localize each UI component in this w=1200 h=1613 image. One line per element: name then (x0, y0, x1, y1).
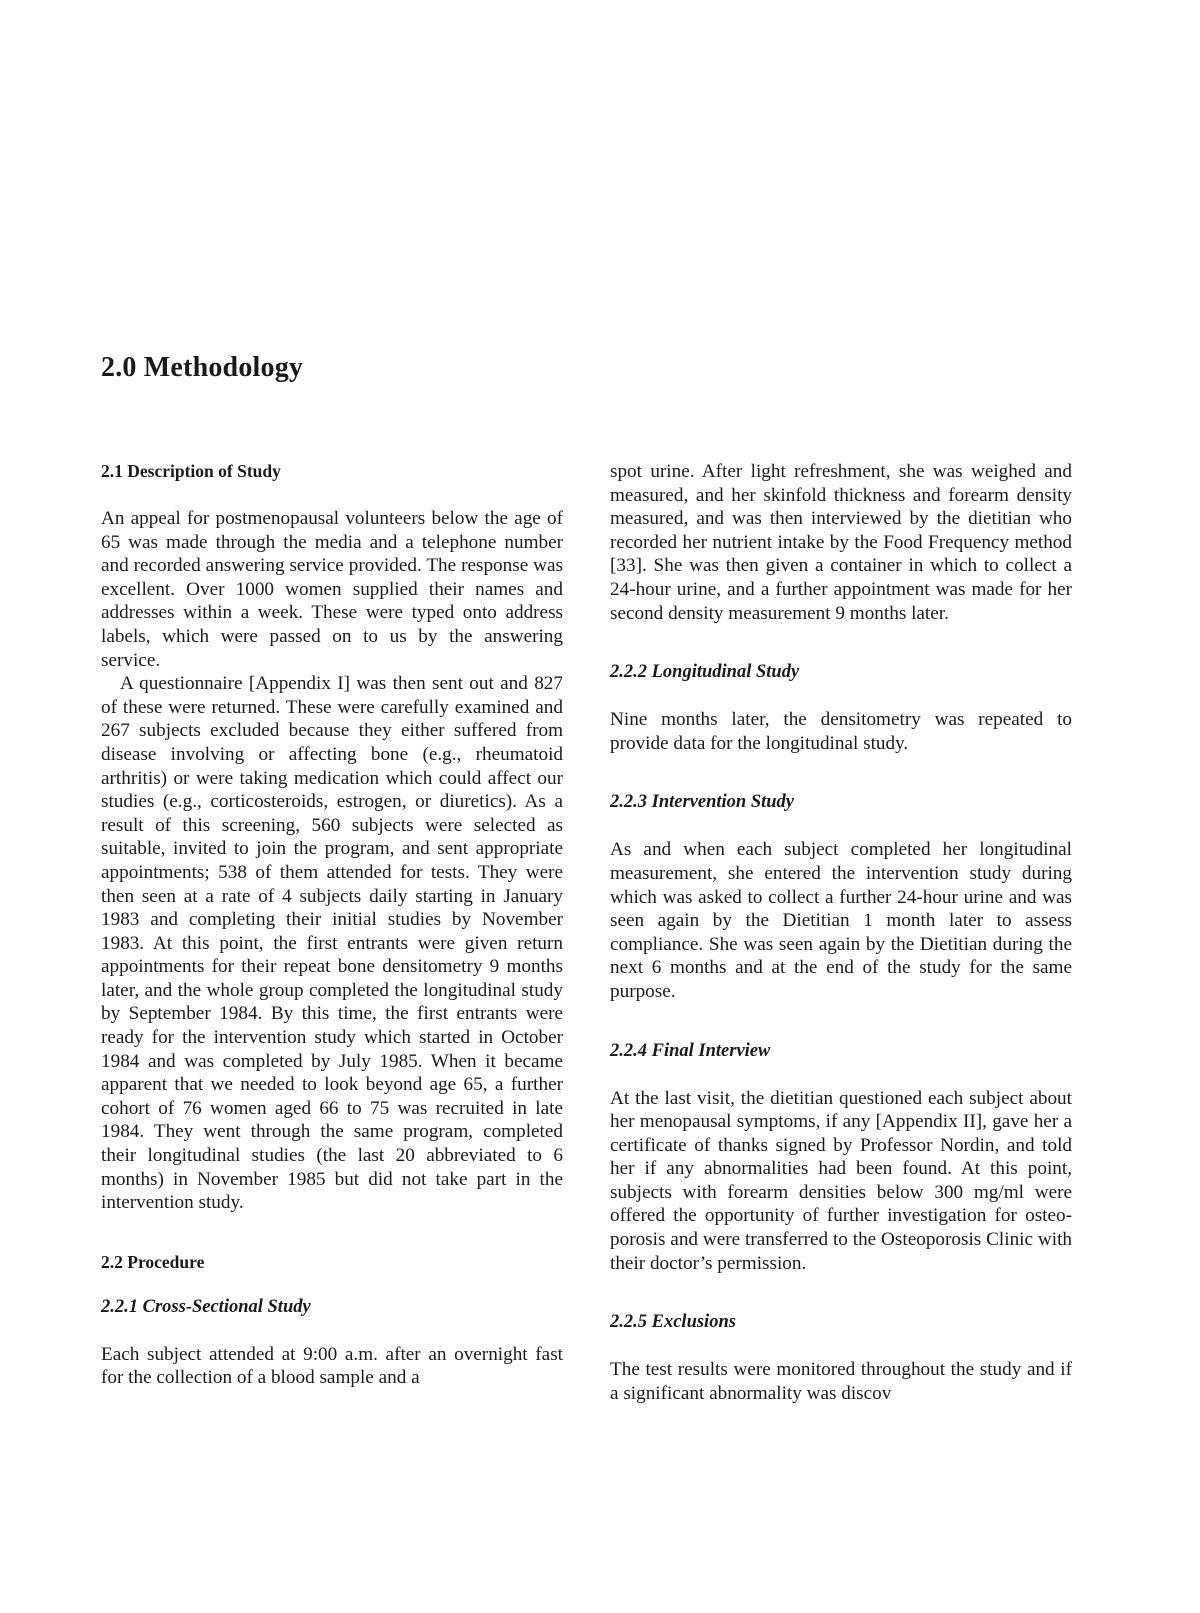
section-heading: 2.1 Description of Study (101, 461, 281, 481)
paragraph: A questionnaire [Appendix I] was then sent out and 827 of these were returned. These were carefully examined and 267 subjects excluded because they either suffered from disease involving or affecting bone (e.g., rheumatoid arthritis) or were taking medication which could affect our studies (e.g., corticosteroids, estrogen, or diuretics). As a result of this screening, 560 subjects were selected as suitable, invited to join the program, and sent appropriate appointments; 538 of them attended for tests. They were then seen at a rate of 4 subjects daily starting in January 1983 and completing their initial studies by November 1983. At this point, the first entrants were given return appointments for their repeat bone densitometry 9 months later, and the whole group completed the longitudinal study by September 1984. By this time, the first entrants were ready for the intervention study which started in October 1984 and was completed by July 1985. When it became apparent that we needed to look beyond age 65, a further cohort of 76 women aged 66 to 75 was recruited in late 1984. They went through the same program, completed their longitudinal studies (the last 20 abbreviated to 6 months) in November 1985 but did not take part in the intervention study. (101, 673, 563, 1214)
subsection-heading: 2.2.3 Intervention Study (610, 792, 794, 813)
paragraph: An appeal for postmenopausal volunteers below the age of 65 was made through the media and a telephone number and recorded answering service provided. The response was excellent. Over 1000 women supplied their names and addresses within a week. These were typed onto address labels, which were passed on to us by the answering service. (101, 508, 563, 671)
subsection-heading: 2.2.4 Final Interview (610, 1040, 771, 1061)
section-heading: 2.2 Procedure (101, 1251, 205, 1272)
subsection-heading: 2.2.1 Cross-Sectional Study (101, 1296, 311, 1317)
paragraph: Each subject attended at 9:00 a.m. after an overnight fast for the collection of a blood sample and a (101, 1343, 563, 1389)
right-column (610, 460, 1072, 1405)
left-column (101, 460, 563, 1390)
paragraph: The test results were monitored throughout the study and if a significant abnormality was discov (610, 1359, 1072, 1404)
paragraph: As and when each subject completed her longitudinal measurement, she entered the intervention study during which was asked to collect a further 24-hour urine and was seen again by the Dietitian 1 month later to assess compliance. She was seen again by the Dietitian during the next 6 months and at the end of the study for the same purpose. (610, 839, 1072, 1002)
paragraph: Nine months later, the densitometry was repeated to provide data for the longitudinal study. (610, 709, 1072, 754)
subsection-heading: 2.2.2 Longitudinal Study (610, 662, 800, 683)
subsection-heading: 2.2.5 Exclusions (610, 1312, 736, 1333)
paragraph: At the last visit, the dietitian questioned each subject about her menopausal symptoms, if any [Appendix II], gave her a certificate of thanks signed by Professor Nordin, and told her if any abnormalities had been found. At this point, subjects with forearm densities below 300 mg/ml were offered the opportunity of further investigation for osteoporosis and were transferred to the Osteoporosis Clinic with their doctor’s permission. (610, 1087, 1072, 1274)
paragraph: spot urine. After light refreshment, she was weighed and measured, and her skinfold thickness and forearm density measured, and was then interviewed by the dietitian who recorded her nutrient intake by the Food Frequency method [33]. She was then given a container in which to collect a 24-hour urine, and a further appointment was made for her second density measurement 9 months later. (610, 461, 1072, 624)
page-title: 2.0 Methodology (101, 352, 304, 383)
